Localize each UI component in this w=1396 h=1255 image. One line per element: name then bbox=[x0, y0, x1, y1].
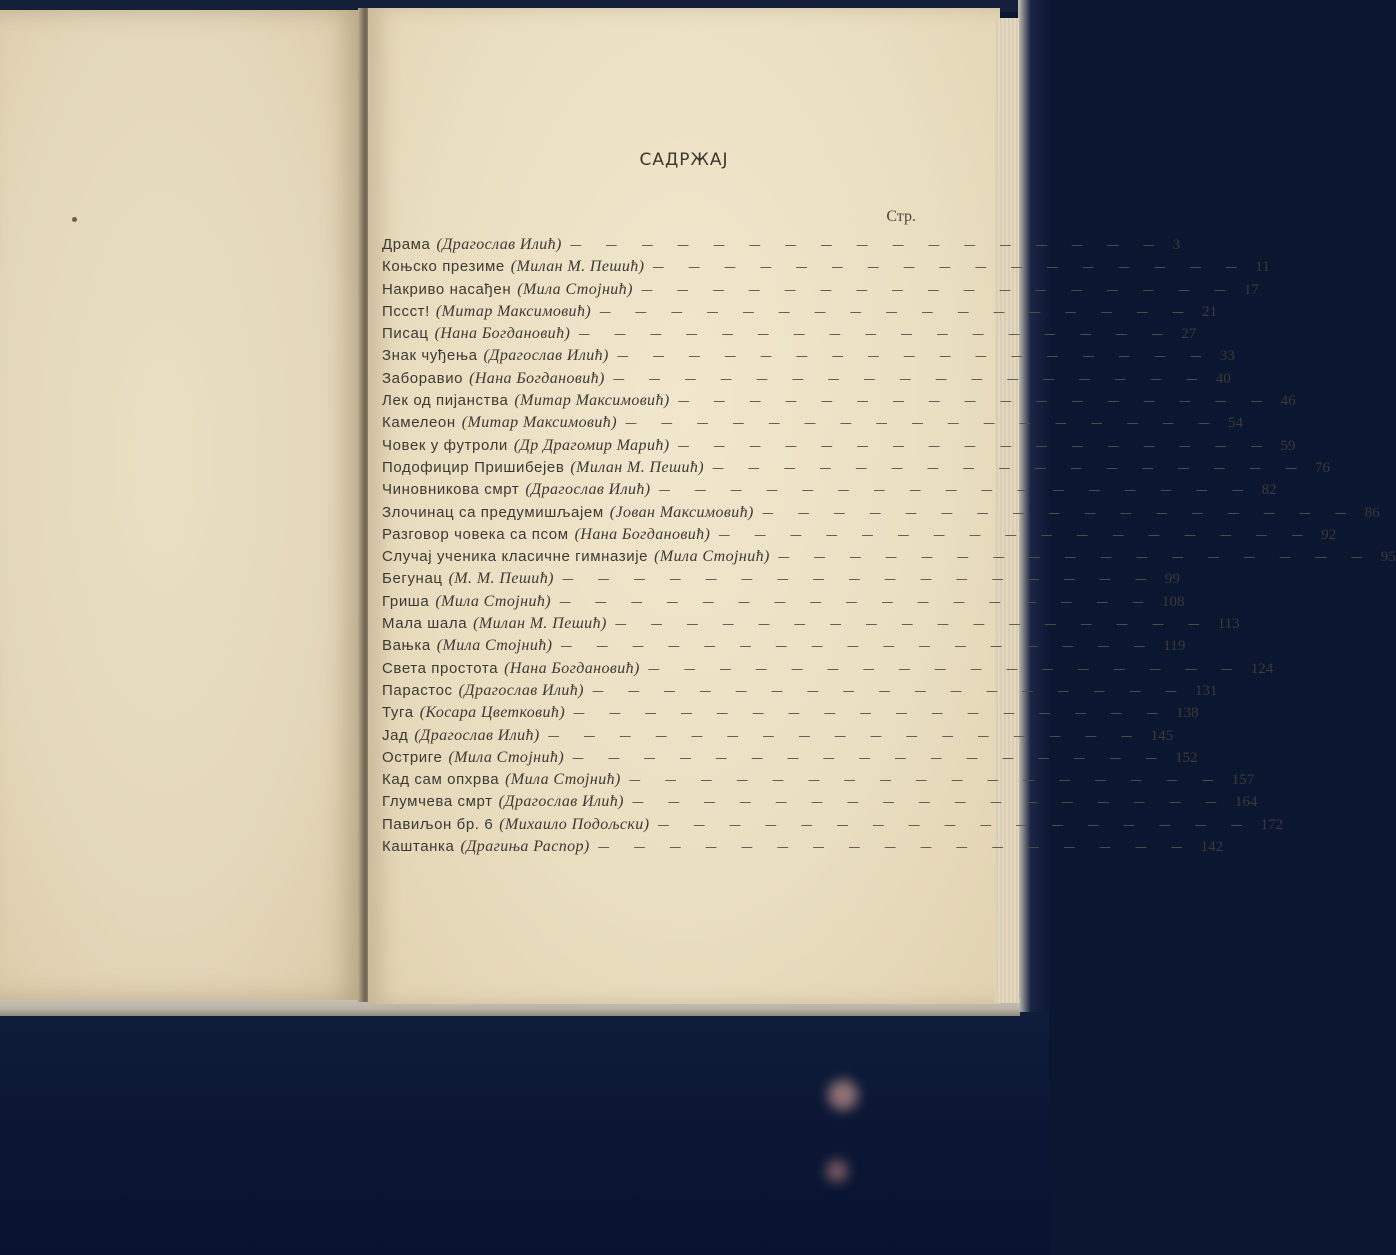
toc-leader-dashes: — — — — — — — — — — — — — — — — — bbox=[597, 840, 1193, 855]
toc-page-number: 95 bbox=[1380, 549, 1396, 566]
toc-page-number: 59 bbox=[1280, 437, 1296, 454]
toc-story-title: Кад сам опхрва bbox=[382, 771, 500, 789]
toc-entry bbox=[382, 369, 1231, 392]
toc-leader-dashes: — — — — — — — — — — — — — — — — — bbox=[561, 572, 1157, 587]
toc-leader-dashes: — — — — — — — — — — — — — — — — — bbox=[657, 817, 1253, 832]
toc-entry bbox=[382, 793, 1258, 815]
left-blank-page bbox=[0, 10, 364, 1000]
toc-translator: (Косара Цветковић) bbox=[419, 704, 566, 722]
toc-entry bbox=[382, 637, 1186, 659]
toc-story-title: Каштанка bbox=[382, 838, 455, 856]
toc-story-title: Подофицир Пришибејев bbox=[382, 458, 565, 476]
toc-entry bbox=[382, 570, 1180, 592]
toc-story-title: Света простота bbox=[382, 659, 499, 677]
toc-page-number: 124 bbox=[1250, 660, 1274, 677]
toc-translator: (Нана Богдановић) bbox=[469, 369, 605, 387]
toc-page-number: 86 bbox=[1364, 504, 1380, 521]
toc-entry bbox=[382, 325, 1197, 347]
toc-story-title: Чиновникова смрт bbox=[382, 481, 520, 499]
toc-translator: (Мила Стојнић) bbox=[654, 548, 770, 566]
toc-translator: (Мила Стојнић) bbox=[436, 637, 553, 655]
toc-entry bbox=[382, 748, 1198, 771]
toc-story-title: Бегунац bbox=[382, 570, 443, 588]
toc-page-number: 21 bbox=[1202, 303, 1218, 320]
toc-story-title: Писац bbox=[382, 325, 429, 343]
toc-page-number: 33 bbox=[1219, 348, 1235, 365]
toc-page-number: 119 bbox=[1163, 638, 1186, 655]
toc-entry bbox=[382, 347, 1235, 369]
toc-entry bbox=[382, 458, 1331, 481]
toc-leader-dashes: — — — — — — — — — — — — — — — — — bbox=[652, 260, 1248, 275]
toc-leader-dashes: — — — — — — — — — — — — — — — — — bbox=[677, 438, 1273, 453]
toc-leader-dashes: — — — — — — — — — — — — — — — — — bbox=[718, 527, 1314, 542]
toc-entry bbox=[382, 659, 1274, 682]
toc-translator: (Нана Богдановић) bbox=[574, 525, 711, 543]
toc-entry bbox=[382, 681, 1218, 704]
toc-story-title: Накриво насађен bbox=[382, 280, 512, 298]
toc-story-title: Знак чуђења bbox=[382, 347, 478, 365]
toc-translator: (Драгослав Илић) bbox=[483, 347, 609, 365]
toc-translator: (Драгослав Илић) bbox=[414, 726, 540, 744]
toc-story-title: Глумчева смрт bbox=[382, 793, 493, 811]
toc-leader-dashes: — — — — — — — — — — — — — — — — — bbox=[569, 238, 1165, 252]
toc-story-title: Павиљон бр. 6 bbox=[382, 815, 494, 833]
toc-page-number: 54 bbox=[1227, 415, 1243, 432]
toc-leader-dashes: — — — — — — — — — — — — — — — — — bbox=[628, 773, 1224, 788]
toc-translator: (Милан М. Пешић) bbox=[473, 615, 607, 633]
toc-story-title: Лек од пијанства bbox=[382, 392, 509, 410]
toc-entry bbox=[382, 726, 1174, 749]
toc-leader-dashes: — — — — — — — — — — — — — — — — — bbox=[560, 639, 1156, 654]
toc-leader-dashes: — — — — — — — — — — — — — — — — — bbox=[558, 594, 1155, 609]
toc-translator: (Митар Максимовић) bbox=[461, 414, 617, 432]
toc-story-title: Вањка bbox=[382, 637, 431, 655]
toc-story-title: Коњско презиме bbox=[382, 258, 505, 276]
toc-entry bbox=[382, 392, 1296, 414]
toc-entry bbox=[382, 525, 1337, 548]
toc-translator: (Нана Богдановић) bbox=[504, 659, 640, 677]
toc-page-number: 27 bbox=[1181, 326, 1197, 343]
toc-entry bbox=[382, 414, 1243, 436]
toc-page-number: 40 bbox=[1215, 370, 1231, 387]
toc-entry bbox=[382, 436, 1296, 459]
toc-story-title: Јад bbox=[382, 726, 409, 744]
toc-leader-dashes: — — — — — — — — — — — — — — — — — bbox=[761, 505, 1357, 520]
toc-story-title: Заборавио bbox=[382, 369, 464, 387]
toc-leader-dashes: — — — — — — — — — — — — — — — — — bbox=[547, 728, 1143, 743]
toc-page-number: 113 bbox=[1217, 616, 1240, 633]
toc-leader-dashes: — — — — — — — — — — — — — — — — — bbox=[711, 460, 1308, 475]
toc-leader-dashes: — — — — — — — — — — — — — — — — — bbox=[572, 750, 1168, 765]
toc-story-title: Пссст! bbox=[382, 302, 430, 320]
toc-story-title: Гриша bbox=[382, 592, 430, 610]
toc-story-title: Остриге bbox=[382, 748, 443, 766]
toc-page-number: 3 bbox=[1172, 237, 1181, 253]
toc-translator: (Мила Стојнић) bbox=[435, 592, 551, 610]
paper-speck bbox=[72, 217, 77, 222]
toc-entry bbox=[382, 592, 1185, 615]
toc-story-title: Камелеон bbox=[382, 414, 456, 432]
toc-translator: (Драгослав Илић) bbox=[458, 681, 584, 699]
toc-leader-dashes: — — — — — — — — — — — — — — — — — bbox=[677, 394, 1273, 409]
toc-story-title: Парастос bbox=[382, 681, 453, 699]
toc-page-number: 76 bbox=[1315, 459, 1331, 476]
toc-page-number: 164 bbox=[1234, 794, 1258, 811]
toc-entry bbox=[382, 258, 1270, 280]
toc-entry bbox=[382, 615, 1240, 637]
toc-page-number: 131 bbox=[1194, 682, 1218, 699]
toc-page-number: 138 bbox=[1176, 705, 1199, 722]
toc-page-number: 82 bbox=[1261, 482, 1277, 499]
toc-translator: (Др Драгомир Марић) bbox=[513, 436, 670, 454]
light-glint bbox=[828, 1080, 858, 1110]
toc-leader-dashes: — — — — — — — — — — — — — — — — — bbox=[624, 416, 1220, 431]
toc-leader-dashes: — — — — — — — — — — — — — — — — — bbox=[591, 683, 1187, 698]
toc-story-title: Човек у футроли bbox=[382, 436, 508, 454]
toc-translator: (Митар Максимовић) bbox=[435, 302, 592, 320]
light-glint bbox=[826, 1160, 848, 1182]
toc-translator: (Драгослав Илић) bbox=[436, 236, 562, 253]
toc-translator: (Михаило Подољски) bbox=[499, 815, 650, 833]
toc-page-number: 46 bbox=[1280, 393, 1296, 410]
toc-leader-dashes: — — — — — — — — — — — — — — — — — bbox=[612, 371, 1208, 386]
toc-entry bbox=[382, 280, 1259, 303]
toc-story-title: Мала шала bbox=[382, 615, 468, 633]
toc-leader-dashes: — — — — — — — — — — — — — — — — — bbox=[631, 795, 1227, 810]
toc-entry bbox=[382, 838, 1224, 860]
contents-title: САДРЖАЈ bbox=[639, 150, 729, 170]
toc-story-title: Случај ученика класичне гимназије bbox=[382, 548, 649, 566]
toc-entry bbox=[382, 815, 1283, 838]
toc-page-number: 17 bbox=[1243, 281, 1259, 298]
toc-page-number: 152 bbox=[1175, 749, 1198, 766]
toc-translator: (Јован Максимовић) bbox=[609, 503, 754, 521]
toc-page-number: 11 bbox=[1255, 259, 1270, 276]
toc-entry bbox=[382, 503, 1380, 526]
toc-leader-dashes: — — — — — — — — — — — — — — — — — bbox=[573, 706, 1169, 721]
page-column-label: Стр. bbox=[886, 208, 916, 225]
toc-entry bbox=[382, 236, 1181, 258]
toc-leader-dashes: — — — — — — — — — — — — — — — — — bbox=[614, 617, 1210, 632]
toc-story-title: Драма bbox=[382, 236, 431, 253]
contents-list bbox=[382, 236, 1396, 860]
toc-entry bbox=[382, 481, 1277, 503]
toc-translator: (Драгиња Распор) bbox=[460, 838, 590, 856]
toc-leader-dashes: — — — — — — — — — — — — — — — — — bbox=[658, 483, 1254, 498]
background-table bbox=[0, 1012, 1049, 1255]
toc-story-title: Разговор човека са псом bbox=[382, 525, 569, 543]
toc-entry bbox=[382, 704, 1199, 726]
toc-leader-dashes: — — — — — — — — — — — — — — — — — bbox=[647, 661, 1243, 676]
toc-translator: (Милан М. Пешић) bbox=[570, 458, 704, 476]
toc-entry bbox=[382, 302, 1218, 325]
toc-translator: (Нана Богдановић) bbox=[434, 325, 571, 343]
toc-page-number: 142 bbox=[1200, 839, 1224, 856]
toc-entry bbox=[382, 771, 1255, 793]
toc-entry bbox=[382, 548, 1396, 570]
toc-translator: (Мила Стојнић) bbox=[448, 748, 565, 766]
toc-page-number: 99 bbox=[1164, 571, 1180, 588]
toc-translator: (Драгослав Илић) bbox=[498, 793, 624, 811]
toc-story-title: Туга bbox=[382, 704, 414, 722]
toc-page-number: 145 bbox=[1150, 727, 1174, 744]
toc-translator: (Мила Стојнић) bbox=[517, 280, 633, 298]
toc-page-number: 108 bbox=[1162, 593, 1185, 610]
toc-leader-dashes: — — — — — — — — — — — — — — — — — bbox=[640, 282, 1236, 297]
toc-leader-dashes: — — — — — — — — — — — — — — — — — bbox=[777, 550, 1373, 565]
toc-page-number: 172 bbox=[1260, 816, 1283, 833]
toc-story-title: Злочинац са предумишљајем bbox=[382, 503, 604, 521]
toc-page-number: 92 bbox=[1321, 526, 1337, 543]
toc-leader-dashes: — — — — — — — — — — — — — — — — — bbox=[599, 304, 1195, 319]
toc-translator: (Митар Максимовић) bbox=[514, 392, 670, 410]
toc-leader-dashes: — — — — — — — — — — — — — — — — — bbox=[578, 327, 1174, 342]
toc-leader-dashes: — — — — — — — — — — — — — — — — — bbox=[616, 349, 1212, 364]
toc-page-number: 157 bbox=[1231, 772, 1255, 789]
toc-translator: (Мила Стојнић) bbox=[505, 771, 621, 789]
toc-translator: (М. М. Пешић) bbox=[448, 570, 554, 588]
toc-translator: (Драгослав Илић) bbox=[525, 481, 651, 499]
toc-translator: (Милан М. Пешић) bbox=[510, 258, 645, 276]
